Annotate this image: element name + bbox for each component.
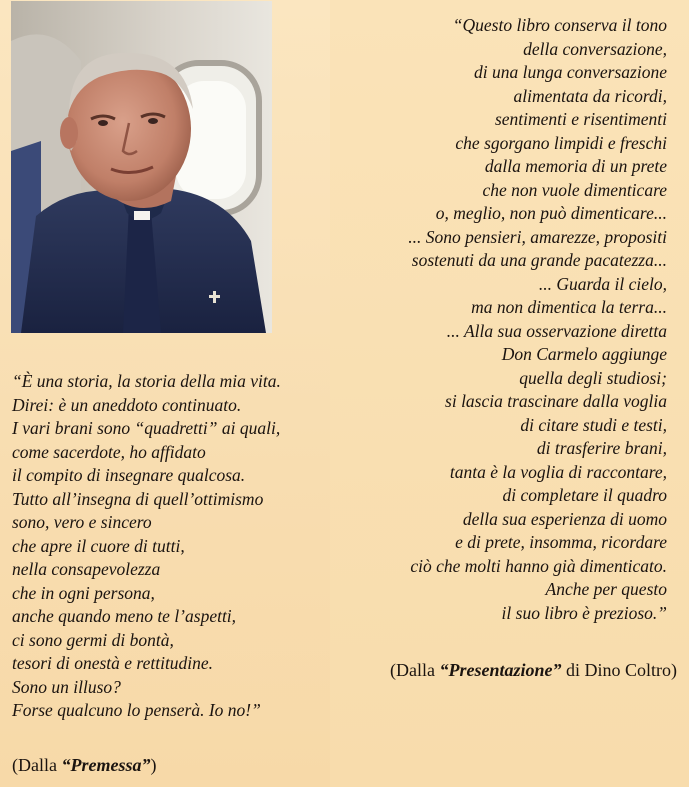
premessa-line: tesori di onestà e rettitudine. bbox=[12, 653, 214, 673]
attribution-suffix: ) bbox=[150, 755, 157, 775]
attribution-source: “Presentazione” bbox=[439, 660, 562, 680]
presentazione-line: di citare studi e testi, bbox=[520, 414, 667, 435]
presentazione-line: di una lunga conversazione bbox=[474, 62, 667, 82]
premessa-line: Tutto all’insegna di quell’ottimismo bbox=[12, 488, 264, 509]
premessa-line: I vari brani sono “quadretti” ai quali, bbox=[12, 418, 281, 438]
presentazione-line: ciò che molti hanno già dimenticato. bbox=[410, 555, 667, 576]
premessa-line: nella consapevolezza bbox=[12, 559, 161, 579]
premessa-line: il compito di insegnare qualcosa. bbox=[12, 465, 246, 485]
premessa-line: Forse qualcuno lo penserà. Io no!” bbox=[12, 700, 261, 720]
premessa-line: come sacerdote, ho affidato bbox=[12, 441, 206, 462]
premessa-line: Direi: è un aneddoto continuato. bbox=[12, 394, 242, 415]
attribution-source: “Premessa” bbox=[61, 755, 151, 775]
premessa-line: ci sono germi di bontà, bbox=[12, 629, 174, 650]
premessa-line: anche quando meno te l’aspetti, bbox=[12, 606, 237, 626]
presentazione-line: “Questo libro conserva il tono bbox=[452, 15, 667, 35]
presentazione-line: che non vuole dimenticare bbox=[482, 179, 667, 200]
presentazione-line: della conversazione, bbox=[523, 38, 667, 59]
presentazione-line: o, meglio, non può dimenticare... bbox=[435, 203, 667, 223]
presentazione-quote bbox=[408, 14, 667, 625]
presentazione-attribution bbox=[390, 660, 677, 681]
presentazione-line: ... Sono pensieri, amarezze, propositi bbox=[408, 226, 667, 247]
presentazione-line: quella degli studiosi; bbox=[519, 367, 667, 388]
presentazione-line: che sgorgano limpidi e freschi bbox=[455, 132, 667, 153]
premessa-line: che in ogni persona, bbox=[12, 582, 155, 603]
presentazione-line: di trasferire brani, bbox=[536, 438, 667, 458]
presentazione-line: e di prete, insomma, ricordare bbox=[455, 532, 667, 552]
author-photo bbox=[11, 1, 272, 333]
premessa-line: sono, vero e sincero bbox=[12, 512, 152, 532]
attribution-prefix: (Dalla bbox=[390, 660, 440, 680]
presentazione-line: dalla memoria di un prete bbox=[484, 156, 667, 176]
presentazione-line: si lascia trascinare dalla voglia bbox=[445, 391, 667, 411]
presentazione-line: ... Alla sua osservazione diretta bbox=[446, 320, 667, 341]
premessa-quote bbox=[12, 370, 281, 723]
presentazione-line: il suo libro è prezioso.” bbox=[501, 602, 667, 623]
presentazione-line: di completare il quadro bbox=[502, 485, 667, 505]
presentazione-line: sentimenti e risentimenti bbox=[494, 109, 667, 129]
presentazione-line: Anche per questo bbox=[545, 579, 667, 599]
premessa-line: Sono un illuso? bbox=[12, 676, 121, 697]
presentazione-line: sostenuti da una grande pacatezza... bbox=[411, 250, 667, 270]
presentazione-line: Don Carmelo aggiunge bbox=[501, 344, 667, 364]
presentazione-line: della sua esperienza di uomo bbox=[462, 508, 667, 529]
premessa-attribution bbox=[12, 755, 156, 776]
premessa-line: “È una storia, la storia della mia vita. bbox=[12, 371, 281, 391]
presentazione-line: alimentata da ricordi, bbox=[513, 85, 667, 106]
attribution-prefix: (Dalla bbox=[12, 755, 62, 775]
presentazione-line: ... Guarda il cielo, bbox=[538, 273, 667, 294]
attribution-suffix: di Dino Coltro) bbox=[561, 660, 677, 680]
premessa-line: che apre il cuore di tutti, bbox=[12, 535, 185, 556]
presentazione-line: ma non dimentica la terra... bbox=[471, 297, 667, 317]
presentazione-line: tanta è la voglia di raccontare, bbox=[449, 461, 667, 482]
